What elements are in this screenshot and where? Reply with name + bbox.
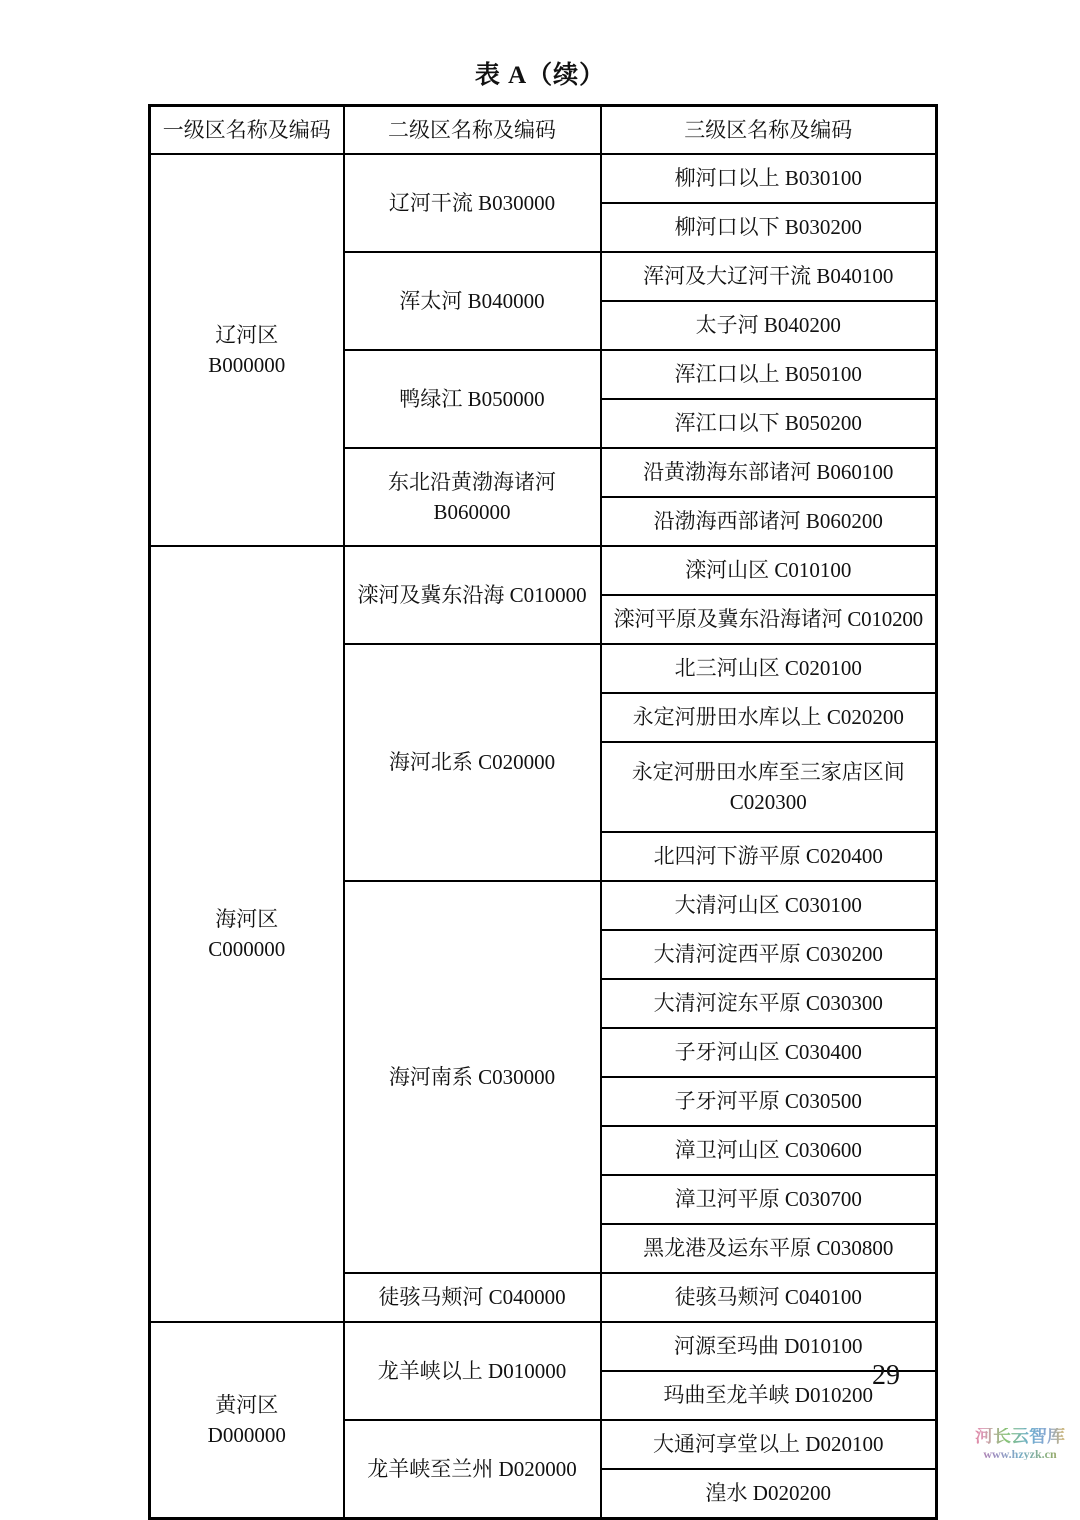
level3-region-cell: 子牙河山区 C030400 xyxy=(601,1028,937,1077)
watermark-url: www.hzyzk.cn xyxy=(962,1448,1078,1461)
level3-region-cell: 永定河册田水库以上 C020200 xyxy=(601,693,937,742)
level1-region-name: 海河区 xyxy=(215,906,279,931)
level2-region-cell: 浑太河 B040000 xyxy=(344,252,601,350)
level3-region-cell: 大清河山区 C030100 xyxy=(601,881,937,930)
level2-region-cell: 徒骇马颊河 C040000 xyxy=(344,1273,601,1322)
level2-region-cell xyxy=(344,448,601,546)
level3-region-cell: 大清河淀西平原 C030200 xyxy=(601,930,937,979)
level2-region-name: 东北沿黄渤海诸河 xyxy=(388,469,556,494)
level3-region-cell: 大通河享堂以上 D020100 xyxy=(601,1420,937,1469)
level2-region-cell: 海河南系 C030000 xyxy=(344,881,601,1273)
level3-region-cell: 河源至玛曲 D010100 xyxy=(601,1322,937,1371)
table-row xyxy=(150,154,937,203)
table-header-row xyxy=(150,106,937,155)
level3-region-cell: 滦河平原及冀东沿海诸河 C010200 xyxy=(601,595,937,644)
level2-region-cell: 鸭绿江 B050000 xyxy=(344,350,601,448)
level3-region-cell xyxy=(601,742,937,832)
level3-region-cell: 大清河淀东平原 C030300 xyxy=(601,979,937,1028)
level2-region-code: B060000 xyxy=(433,500,511,524)
column-header-level3: 三级区名称及编码 xyxy=(601,106,937,155)
table-row xyxy=(150,1322,937,1371)
level3-region-cell: 北四河下游平原 C020400 xyxy=(601,832,937,881)
level3-region-code: C020300 xyxy=(729,790,807,814)
level1-region-code: C000000 xyxy=(208,937,286,961)
level3-region-cell: 浑江口以下 B050200 xyxy=(601,399,937,448)
level3-region-name: 永定河册田水库至三家店区间 xyxy=(631,759,905,784)
water-resource-region-table xyxy=(148,104,938,1520)
level3-region-cell: 滦河山区 C010100 xyxy=(601,546,937,595)
water-resource-region-table-wrapper xyxy=(148,104,935,1520)
level3-region-cell: 子牙河平原 C030500 xyxy=(601,1077,937,1126)
level3-region-cell: 柳河口以上 B030100 xyxy=(601,154,937,203)
level3-region-cell: 柳河口以下 B030200 xyxy=(601,203,937,252)
page-number: 29 xyxy=(872,1360,900,1391)
level3-region-cell: 玛曲至龙羊峡 D010200 xyxy=(601,1371,937,1420)
column-header-level2: 二级区名称及编码 xyxy=(344,106,601,155)
level1-region-cell-huanghe xyxy=(150,1322,344,1519)
level3-region-cell: 漳卫河平原 C030700 xyxy=(601,1175,937,1224)
level3-region-cell: 徒骇马颊河 C040100 xyxy=(601,1273,937,1322)
level1-region-cell-haihe xyxy=(150,546,344,1322)
level3-region-cell: 黑龙港及运东平原 C030800 xyxy=(601,1224,937,1273)
level3-region-cell: 沿黄渤海东部诸河 B060100 xyxy=(601,448,937,497)
level1-region-cell-liaohe xyxy=(150,154,344,546)
level1-region-code: B000000 xyxy=(208,353,286,377)
level3-region-cell: 浑江口以上 B050100 xyxy=(601,350,937,399)
level3-region-cell: 北三河山区 C020100 xyxy=(601,644,937,693)
level3-region-cell: 湟水 D020200 xyxy=(601,1469,937,1519)
level2-region-cell: 海河北系 C020000 xyxy=(344,644,601,881)
level1-region-name: 黄河区 xyxy=(215,1392,279,1417)
level3-region-cell: 太子河 B040200 xyxy=(601,301,937,350)
page-title: 表 A（续） xyxy=(474,62,606,89)
level1-region-code: D000000 xyxy=(207,1423,286,1447)
level3-region-cell: 浑河及大辽河干流 B040100 xyxy=(601,252,937,301)
level3-region-cell: 沿渤海西部诸河 B060200 xyxy=(601,497,937,546)
column-header-level1: 一级区名称及编码 xyxy=(150,106,344,155)
level3-region-cell: 漳卫河山区 C030600 xyxy=(601,1126,937,1175)
table-row xyxy=(150,546,937,595)
level2-region-cell: 辽河干流 B030000 xyxy=(344,154,601,252)
level1-region-name: 辽河区 xyxy=(215,322,279,347)
level2-region-cell: 龙羊峡以上 D010000 xyxy=(344,1322,601,1420)
level2-region-cell: 滦河及冀东沿海 C010000 xyxy=(344,546,601,644)
watermark xyxy=(962,1428,1078,1460)
watermark-title: 河长云智库 xyxy=(962,1428,1078,1447)
level2-region-cell: 龙羊峡至兰州 D020000 xyxy=(344,1420,601,1519)
